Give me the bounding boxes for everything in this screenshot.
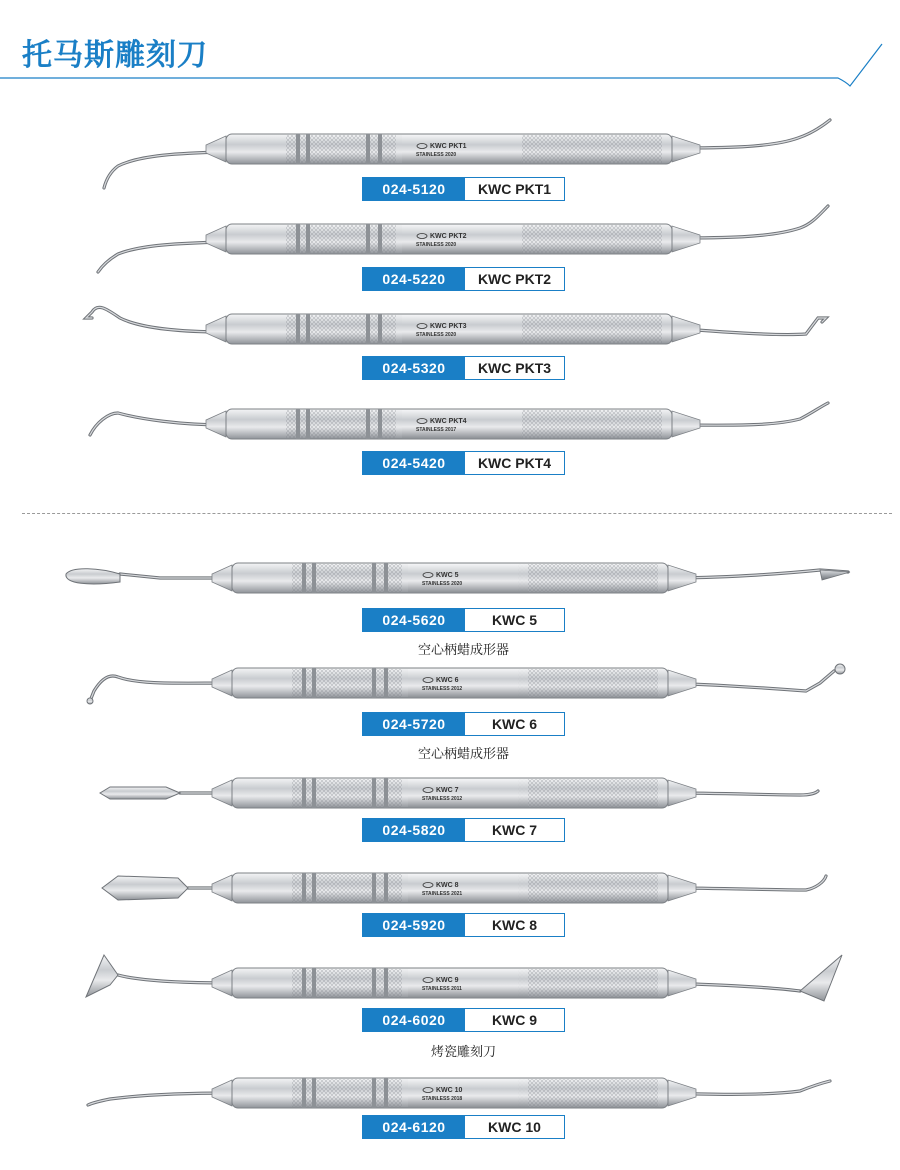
svg-text:KWC PKT2: KWC PKT2 bbox=[430, 233, 467, 240]
product-code: 024-6020 bbox=[363, 1009, 465, 1031]
product-code-box bbox=[362, 712, 565, 736]
product-code: 024-5420 bbox=[363, 452, 465, 474]
svg-text:KWC PKT1: KWC PKT1 bbox=[430, 143, 467, 150]
product-model: KWC PKT2 bbox=[477, 271, 552, 287]
instrument-item bbox=[0, 1055, 900, 1155]
instrument-item bbox=[0, 850, 900, 950]
svg-text:KWC 10: KWC 10 bbox=[436, 1087, 463, 1094]
instrument-image bbox=[0, 1055, 900, 1155]
instrument-item bbox=[0, 645, 900, 765]
svg-text:STAINLESS 2020: STAINLESS 2020 bbox=[416, 332, 457, 338]
instrument-item bbox=[0, 755, 900, 855]
product-code: 024-5720 bbox=[363, 713, 465, 735]
product-model: KWC PKT4 bbox=[477, 455, 552, 471]
svg-text:KWC PKT3: KWC PKT3 bbox=[430, 323, 467, 330]
instrument-item bbox=[0, 383, 900, 483]
product-model: KWC 9 bbox=[491, 1012, 538, 1028]
product-model: KWC 5 bbox=[491, 612, 538, 628]
svg-text:STAINLESS 2020: STAINLESS 2020 bbox=[416, 242, 457, 248]
product-model: KWC 8 bbox=[491, 917, 538, 933]
svg-text:STAINLESS 2020: STAINLESS 2020 bbox=[422, 581, 463, 587]
product-code: 024-5620 bbox=[363, 609, 465, 631]
product-code-box bbox=[362, 608, 565, 632]
product-model: KWC 7 bbox=[491, 822, 538, 838]
product-model: KWC 10 bbox=[488, 1119, 541, 1135]
svg-text:STAINLESS 2020: STAINLESS 2020 bbox=[416, 152, 457, 158]
product-model: KWC PKT1 bbox=[477, 181, 552, 197]
svg-text:STAINLESS 2011: STAINLESS 2011 bbox=[422, 986, 462, 992]
product-model: KWC PKT3 bbox=[477, 360, 552, 376]
product-code-box bbox=[362, 1115, 565, 1139]
product-model: KWC 6 bbox=[491, 716, 538, 732]
page-title: 托马斯雕刻刀 bbox=[22, 38, 208, 73]
svg-text:KWC 5: KWC 5 bbox=[436, 572, 459, 579]
instrument-item bbox=[0, 288, 900, 388]
product-code-box bbox=[362, 451, 565, 475]
instrument-item bbox=[0, 108, 900, 208]
svg-text:KWC 7: KWC 7 bbox=[436, 787, 459, 794]
product-code-box bbox=[362, 818, 565, 842]
product-caption: 烤瓷雕刻刀 bbox=[430, 1045, 496, 1060]
product-code: 024-5220 bbox=[363, 268, 465, 290]
product-code: 024-5320 bbox=[363, 357, 465, 379]
product-caption: 空心柄蜡成形器 bbox=[417, 747, 509, 762]
product-code-box bbox=[362, 1008, 565, 1032]
svg-text:KWC 6: KWC 6 bbox=[436, 677, 459, 684]
instrument-item bbox=[0, 945, 900, 1065]
product-code-box bbox=[362, 356, 565, 380]
svg-text:KWC 9: KWC 9 bbox=[436, 977, 459, 984]
instrument-item bbox=[0, 198, 900, 298]
instrument-item bbox=[0, 540, 900, 660]
product-caption: 空心柄蜡成形器 bbox=[417, 643, 509, 658]
svg-text:KWC PKT4: KWC PKT4 bbox=[430, 418, 467, 425]
section-divider bbox=[22, 513, 892, 514]
svg-text:STAINLESS 2012: STAINLESS 2012 bbox=[422, 686, 463, 692]
product-code: 024-5120 bbox=[363, 178, 465, 200]
svg-text:KWC 8: KWC 8 bbox=[436, 882, 459, 889]
svg-text:STAINLESS 2012: STAINLESS 2012 bbox=[422, 796, 463, 802]
svg-text:STAINLESS 2017: STAINLESS 2017 bbox=[416, 427, 457, 433]
product-code: 024-5920 bbox=[363, 914, 465, 936]
svg-text:STAINLESS 2018: STAINLESS 2018 bbox=[422, 1096, 463, 1102]
svg-text:STAINLESS 2021: STAINLESS 2021 bbox=[422, 891, 463, 897]
product-code: 024-6120 bbox=[363, 1116, 465, 1138]
product-code: 024-5820 bbox=[363, 819, 465, 841]
product-code-box bbox=[362, 913, 565, 937]
